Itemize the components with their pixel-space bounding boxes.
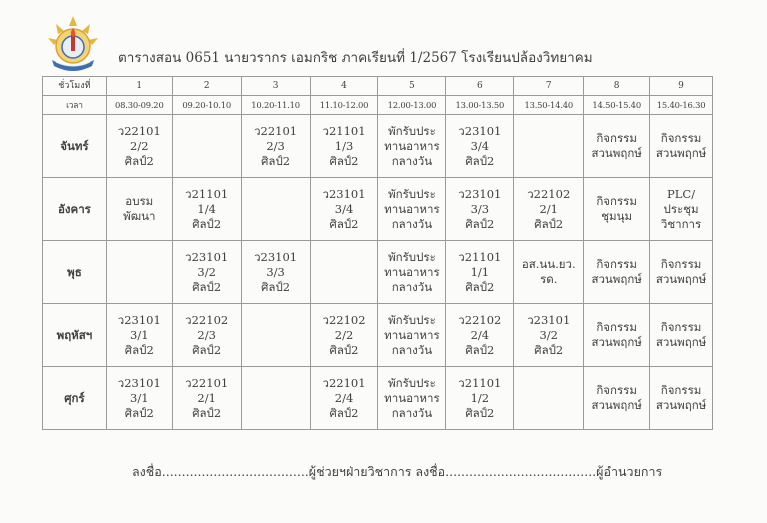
period-number: 9 [650,77,713,96]
cell-line: ว21101 [458,375,502,390]
cell-line: ศิลป์2 [329,342,359,357]
cell-line: ว22102 [322,312,366,327]
class-cell [446,304,514,367]
cell-line: 2/1 [197,390,216,405]
time-slot: 12.00-13.00 [378,96,446,115]
cell-line: 2/2 [130,138,149,153]
class-cell [172,367,241,430]
cell-line: กลางวัน [391,216,433,231]
cell-line: ว23101 [185,249,229,264]
cell-line: 3/4 [334,201,354,216]
cell-line: ศิลป์2 [124,405,154,420]
cell-line: ประชุม [663,201,699,216]
empty-cell [241,304,310,367]
time-slot: 11.10-12.00 [310,96,378,115]
time-slot: 15.40-16.30 [650,96,713,115]
day-row [43,304,713,367]
empty-cell [106,241,172,304]
cell-line: ทานอาหาร [384,138,440,153]
cell-line: วิชาการ [660,216,702,231]
class-cell [650,304,713,367]
day-name: อังคาร [43,178,107,241]
period-number: 4 [310,77,378,96]
cell-line: 2/3 [266,138,285,153]
empty-cell [310,241,378,304]
cell-line: 1/2 [470,390,490,405]
day-row [43,178,713,241]
empty-cell [514,367,584,430]
class-cell [584,367,650,430]
class-cell [584,115,650,178]
time-slot: 08.30-09.20 [106,96,172,115]
cell-line: ว21101 [185,186,229,201]
empty-cell [172,115,241,178]
cell-line: PLC/ [667,186,696,201]
cell-line: ศิลป์2 [192,216,222,231]
class-cell [584,304,650,367]
class-cell [378,367,446,430]
cell-line: ศิลป์2 [192,279,222,294]
period-number: 6 [446,77,514,96]
class-cell [106,178,172,241]
class-cell [584,241,650,304]
class-cell [650,367,713,430]
cell-line: พักรับประ [388,186,436,201]
empty-cell [241,178,310,241]
class-cell [650,178,713,241]
cell-line: ว22101 [254,123,298,138]
cell-line: สวนพฤกษ์ [655,398,707,412]
cell-line: 2/1 [539,201,558,216]
class-cell [241,241,310,304]
time-slot: 13.50-14.40 [514,96,584,115]
class-cell [172,304,241,367]
school-emblem-icon [44,14,102,74]
cell-line: ว22102 [458,312,502,327]
cell-line: 3/2 [539,327,558,342]
cell-line: กิจกรรม [596,383,637,397]
cell-line: 2/4 [334,390,354,405]
cell-line: กิจกรรม [596,257,637,271]
cell-line: สวนพฤกษ์ [591,398,642,412]
cell-line: 1/1 [470,264,490,279]
cell-line: สวนพฤกษ์ [655,146,707,160]
class-cell [650,115,713,178]
cell-line: สวนพฤกษ์ [655,335,707,349]
time-header-row [43,96,713,115]
cell-line: 3/3 [266,264,285,279]
cell-line: กิจกรรม [660,257,702,271]
cell-line: ว23101 [254,249,298,264]
timetable [42,76,713,430]
cell-line: รด. [540,272,558,286]
cell-line: ว22101 [322,375,366,390]
class-cell [106,304,172,367]
cell-line: พักรับประ [388,312,436,327]
period-number: 2 [172,77,241,96]
cell-line: สวนพฤกษ์ [591,272,642,286]
cell-line: กิจกรรม [660,131,702,145]
cell-line: ศิลป์2 [465,216,495,231]
cell-line: 3/4 [470,138,490,153]
day-row [43,367,713,430]
time-slot: 13.00-13.50 [446,96,514,115]
time-slot: 09.20-10.10 [172,96,241,115]
cell-line: ว23101 [527,312,571,327]
cell-line: สวนพฤกษ์ [591,335,642,349]
cell-line: ว22101 [185,375,229,390]
cell-line: 2/4 [470,327,490,342]
period-number: 8 [584,77,650,96]
class-cell [446,115,514,178]
class-cell [310,367,378,430]
cell-line: 3/1 [130,390,149,405]
class-cell [172,241,241,304]
cell-line: ชุมนุม [601,209,633,223]
cell-line: 1/4 [197,201,216,216]
class-cell [172,178,241,241]
cell-line: ศิลป์2 [124,342,154,357]
cell-line: กิจกรรม [660,383,702,397]
day-name: ศุกร์ [43,367,107,430]
page-title: ตารางสอน 0651 นายวรากร เอมกริช ภาคเรียนที่ 1/2567 โรงเรียนปล้องวิทยาคม [118,50,593,66]
period-number: 5 [378,77,446,96]
empty-cell [241,367,310,430]
cell-line: ศิลป์2 [329,153,359,168]
class-cell [514,178,584,241]
cell-line: กลางวัน [391,342,433,357]
cell-line: ว23101 [458,123,502,138]
cell-line: 3/2 [197,264,216,279]
class-cell [378,115,446,178]
cell-line: ศิลป์2 [465,405,495,420]
cell-line: กลางวัน [391,405,433,420]
class-cell [310,115,378,178]
cell-line: ศิลป์2 [465,279,495,294]
cell-line: ศิลป์2 [534,342,564,357]
cell-line: ศิลป์2 [261,153,291,168]
class-cell [584,178,650,241]
cell-line: ว23101 [458,186,502,201]
cell-line: กิจกรรม [660,320,702,334]
class-cell [310,178,378,241]
cell-line: ศิลป์2 [329,216,359,231]
cell-line: ว23101 [322,186,366,201]
period-header-row [43,77,713,96]
day-row [43,115,713,178]
day-name: จันทร์ [43,115,107,178]
day-name: พุธ [43,241,107,304]
cell-line: กิจกรรม [596,194,637,208]
cell-line: ทานอาหาร [384,201,440,216]
cell-line: ศิลป์2 [329,405,359,420]
cell-line: สวนพฤกษ์ [591,146,642,160]
cell-line: ทานอาหาร [384,264,440,279]
cell-line: 2/3 [197,327,216,342]
cell-line: ว23101 [117,375,161,390]
cell-line: ทานอาหาร [384,390,440,405]
cell-line: 3/1 [130,327,149,342]
cell-line: ศิลป์2 [261,279,291,294]
class-cell [514,241,584,304]
cell-line: 1/3 [334,138,354,153]
cell-line: ทานอาหาร [384,327,440,342]
time-slot: 14.50-15.40 [584,96,650,115]
class-cell [446,241,514,304]
class-cell [106,115,172,178]
cell-line: พักรับประ [388,249,436,264]
cell-line: กลางวัน [391,153,433,168]
cell-line: พักรับประ [388,375,436,390]
period-number: 3 [241,77,310,96]
period-label: ชั่วโมงที่ [43,77,107,96]
period-number: 7 [514,77,584,96]
cell-line: 2/2 [334,327,354,342]
cell-line: ศิลป์2 [192,405,222,420]
class-cell [106,367,172,430]
cell-line: กลางวัน [391,279,433,294]
class-cell [378,304,446,367]
cell-line: 3/3 [470,201,490,216]
cell-line: ว21101 [458,249,502,264]
cell-line: ศิลป์2 [465,153,495,168]
cell-line: พักรับประ [388,123,436,138]
cell-line: ว22102 [185,312,229,327]
cell-line: สวนพฤกษ์ [655,272,707,286]
day-name: พฤหัสฯ [43,304,107,367]
empty-cell [514,115,584,178]
class-cell [446,178,514,241]
class-cell [378,178,446,241]
class-cell [378,241,446,304]
class-cell [650,241,713,304]
cell-line: กิจกรรม [596,131,637,145]
cell-line: อบรม [125,194,154,208]
class-cell [446,367,514,430]
cell-line: ว23101 [117,312,161,327]
cell-line: ศิลป์2 [534,216,564,231]
signature-line: ลงชื่อ.....................................ผู้ช่วยฯฝ่ายวิชาการ ลงชื่อ......................................ผู้อำนวยการ [132,464,663,479]
class-cell [514,304,584,367]
cell-line: อส.นน.ยว. [521,257,576,271]
cell-line: ศิลป์2 [124,153,154,168]
class-cell [310,304,378,367]
cell-line: พัฒนา [123,209,156,223]
cell-line: กิจกรรม [596,320,637,334]
class-cell [241,115,310,178]
cell-line: ศิลป์2 [192,342,222,357]
day-row [43,241,713,304]
period-number: 1 [106,77,172,96]
cell-line: ว22102 [527,186,571,201]
cell-line: ว22101 [117,123,161,138]
cell-line: ศิลป์2 [465,342,495,357]
time-slot: 10.20-11.10 [241,96,310,115]
time-label: เวลา [43,96,107,115]
cell-line: ว21101 [322,123,366,138]
